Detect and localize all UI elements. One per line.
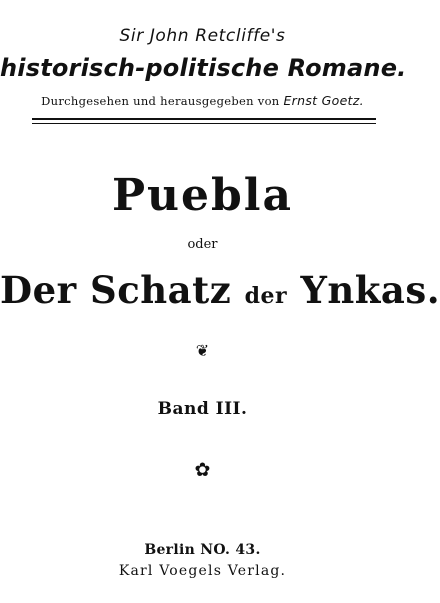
imprint-publisher: Karl Voegels Verlag.	[118, 563, 287, 579]
book-subtitle	[0, 268, 440, 312]
subtitle-part-2: Ynkas.	[287, 268, 440, 312]
editor-name: Ernst Goetz.	[283, 93, 364, 108]
subtitle-small: der	[244, 283, 288, 309]
book-title: Puebla	[111, 170, 294, 221]
title-connector: oder	[187, 237, 218, 252]
subtitle-part-1: Der Schatz	[0, 268, 245, 312]
editor-line	[0, 93, 405, 108]
editor-prefix: Durchgesehen und herausgegeben von	[41, 94, 280, 108]
series-author: Sir John Retcliffe's	[119, 26, 286, 46]
volume-label: Band III.	[157, 399, 248, 419]
header-rule-thick	[32, 118, 376, 120]
flower-ornament-icon: ✿	[194, 459, 211, 481]
floral-ornament-icon: ❦	[195, 341, 210, 360]
series-title: historisch-politische Romane.	[0, 54, 407, 82]
header-rule-thin	[32, 123, 376, 124]
imprint-place: Berlin NO. 43.	[144, 542, 261, 558]
